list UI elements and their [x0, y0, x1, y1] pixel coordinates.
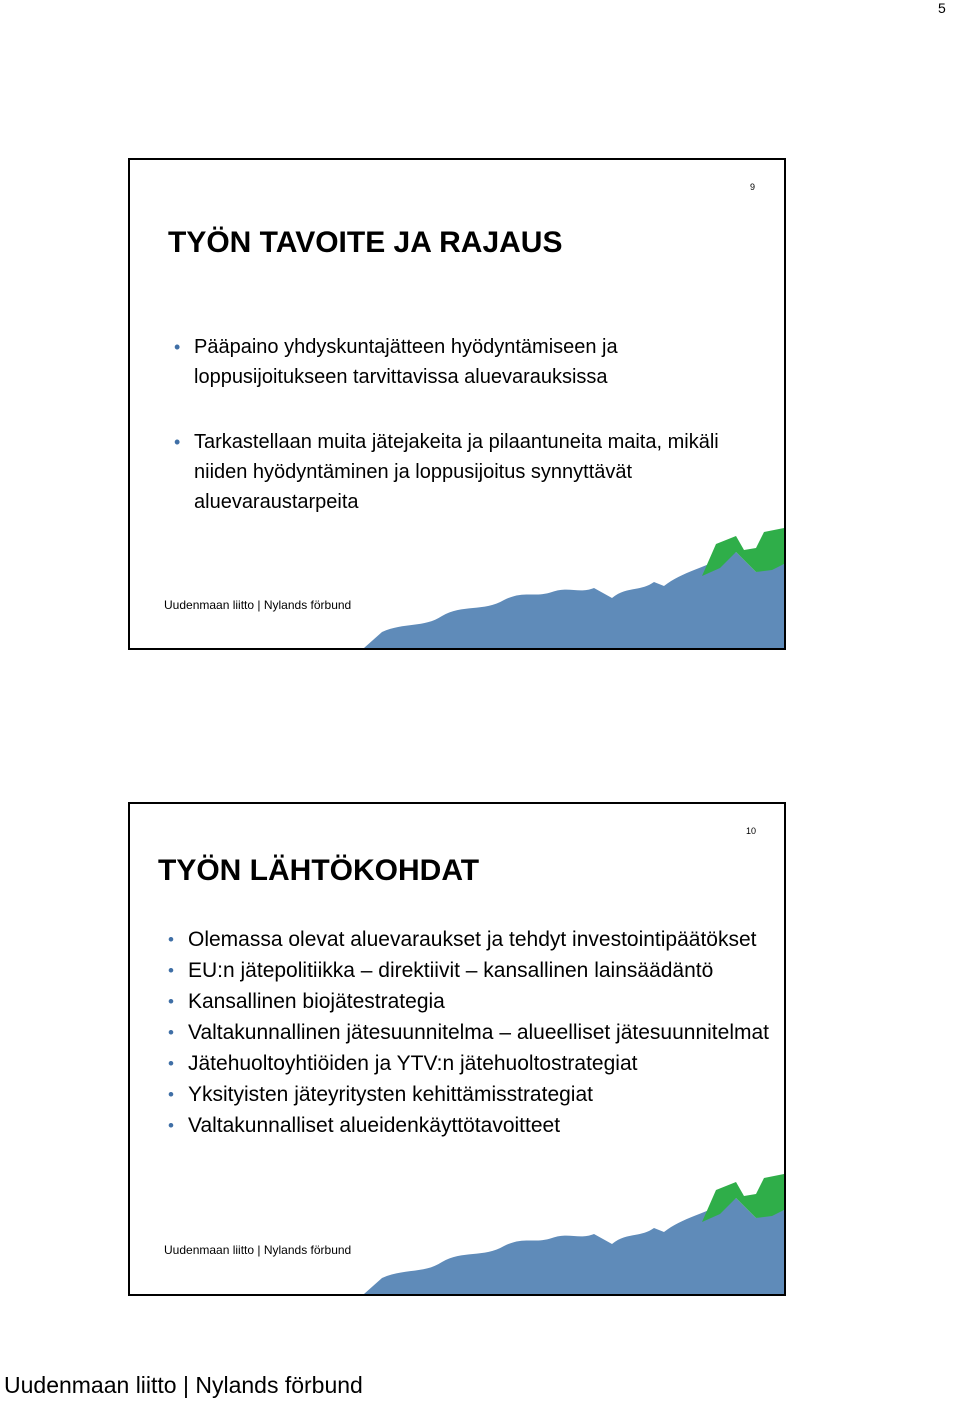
bullet-list [160, 927, 770, 1144]
coastline-map-graphic [364, 1174, 784, 1294]
slide-9 [128, 158, 786, 650]
page-footer: Uudenmaan liitto | Nylands förbund [4, 1372, 363, 1398]
bullet-item: • Tarkastellaan muita jätejakeita ja pilaantuneita maita, mikäli niiden hyödyntäminen ja loppusijoitus synnyttävät aluevaraustarpeita [166, 427, 746, 517]
slide-footer: Uudenmaan liitto | Nylands förbund [164, 1243, 352, 1257]
bullet-item: • Jätehuoltoyhtiöiden ja YTV:n jätehuoltostrategiat [160, 1051, 770, 1077]
bullet-item: • EU:n jätepolitiikka – direktiivit – kansallinen lainsäädäntö [160, 958, 770, 984]
slide-number: 10 [746, 826, 757, 836]
page-number: 5 [938, 0, 946, 16]
bullet-item: • Kansallinen biojätestrategia [160, 989, 770, 1015]
slide-title: TYÖN TAVOITE JA RAJAUS [168, 226, 563, 259]
bullet-item: • Valtakunnallinen jätesuunnitelma – alueelliset jätesuunnitelmat [160, 1020, 770, 1046]
bullet-item: • Valtakunnalliset alueidenkäyttötavoitteet [160, 1113, 770, 1139]
slide-10 [128, 802, 786, 1296]
bullet-item: • Olemassa olevat aluevaraukset ja tehdyt investointipäätökset [160, 927, 770, 953]
slide-footer: Uudenmaan liitto | Nylands förbund [164, 598, 352, 612]
slide-title: TYÖN LÄHTÖKOHDAT [158, 854, 480, 887]
bullet-item: • Pääpaino yhdyskuntajätteen hyödyntämiseen ja loppusijoitukseen tarvittavissa aluevarauksissa [166, 332, 746, 392]
bullet-item: • Yksityisten jäteyritysten kehittämisstrategiat [160, 1082, 770, 1108]
bullet-list [166, 332, 746, 552]
coastline-map-graphic [364, 528, 784, 648]
slide-number: 9 [750, 182, 756, 192]
